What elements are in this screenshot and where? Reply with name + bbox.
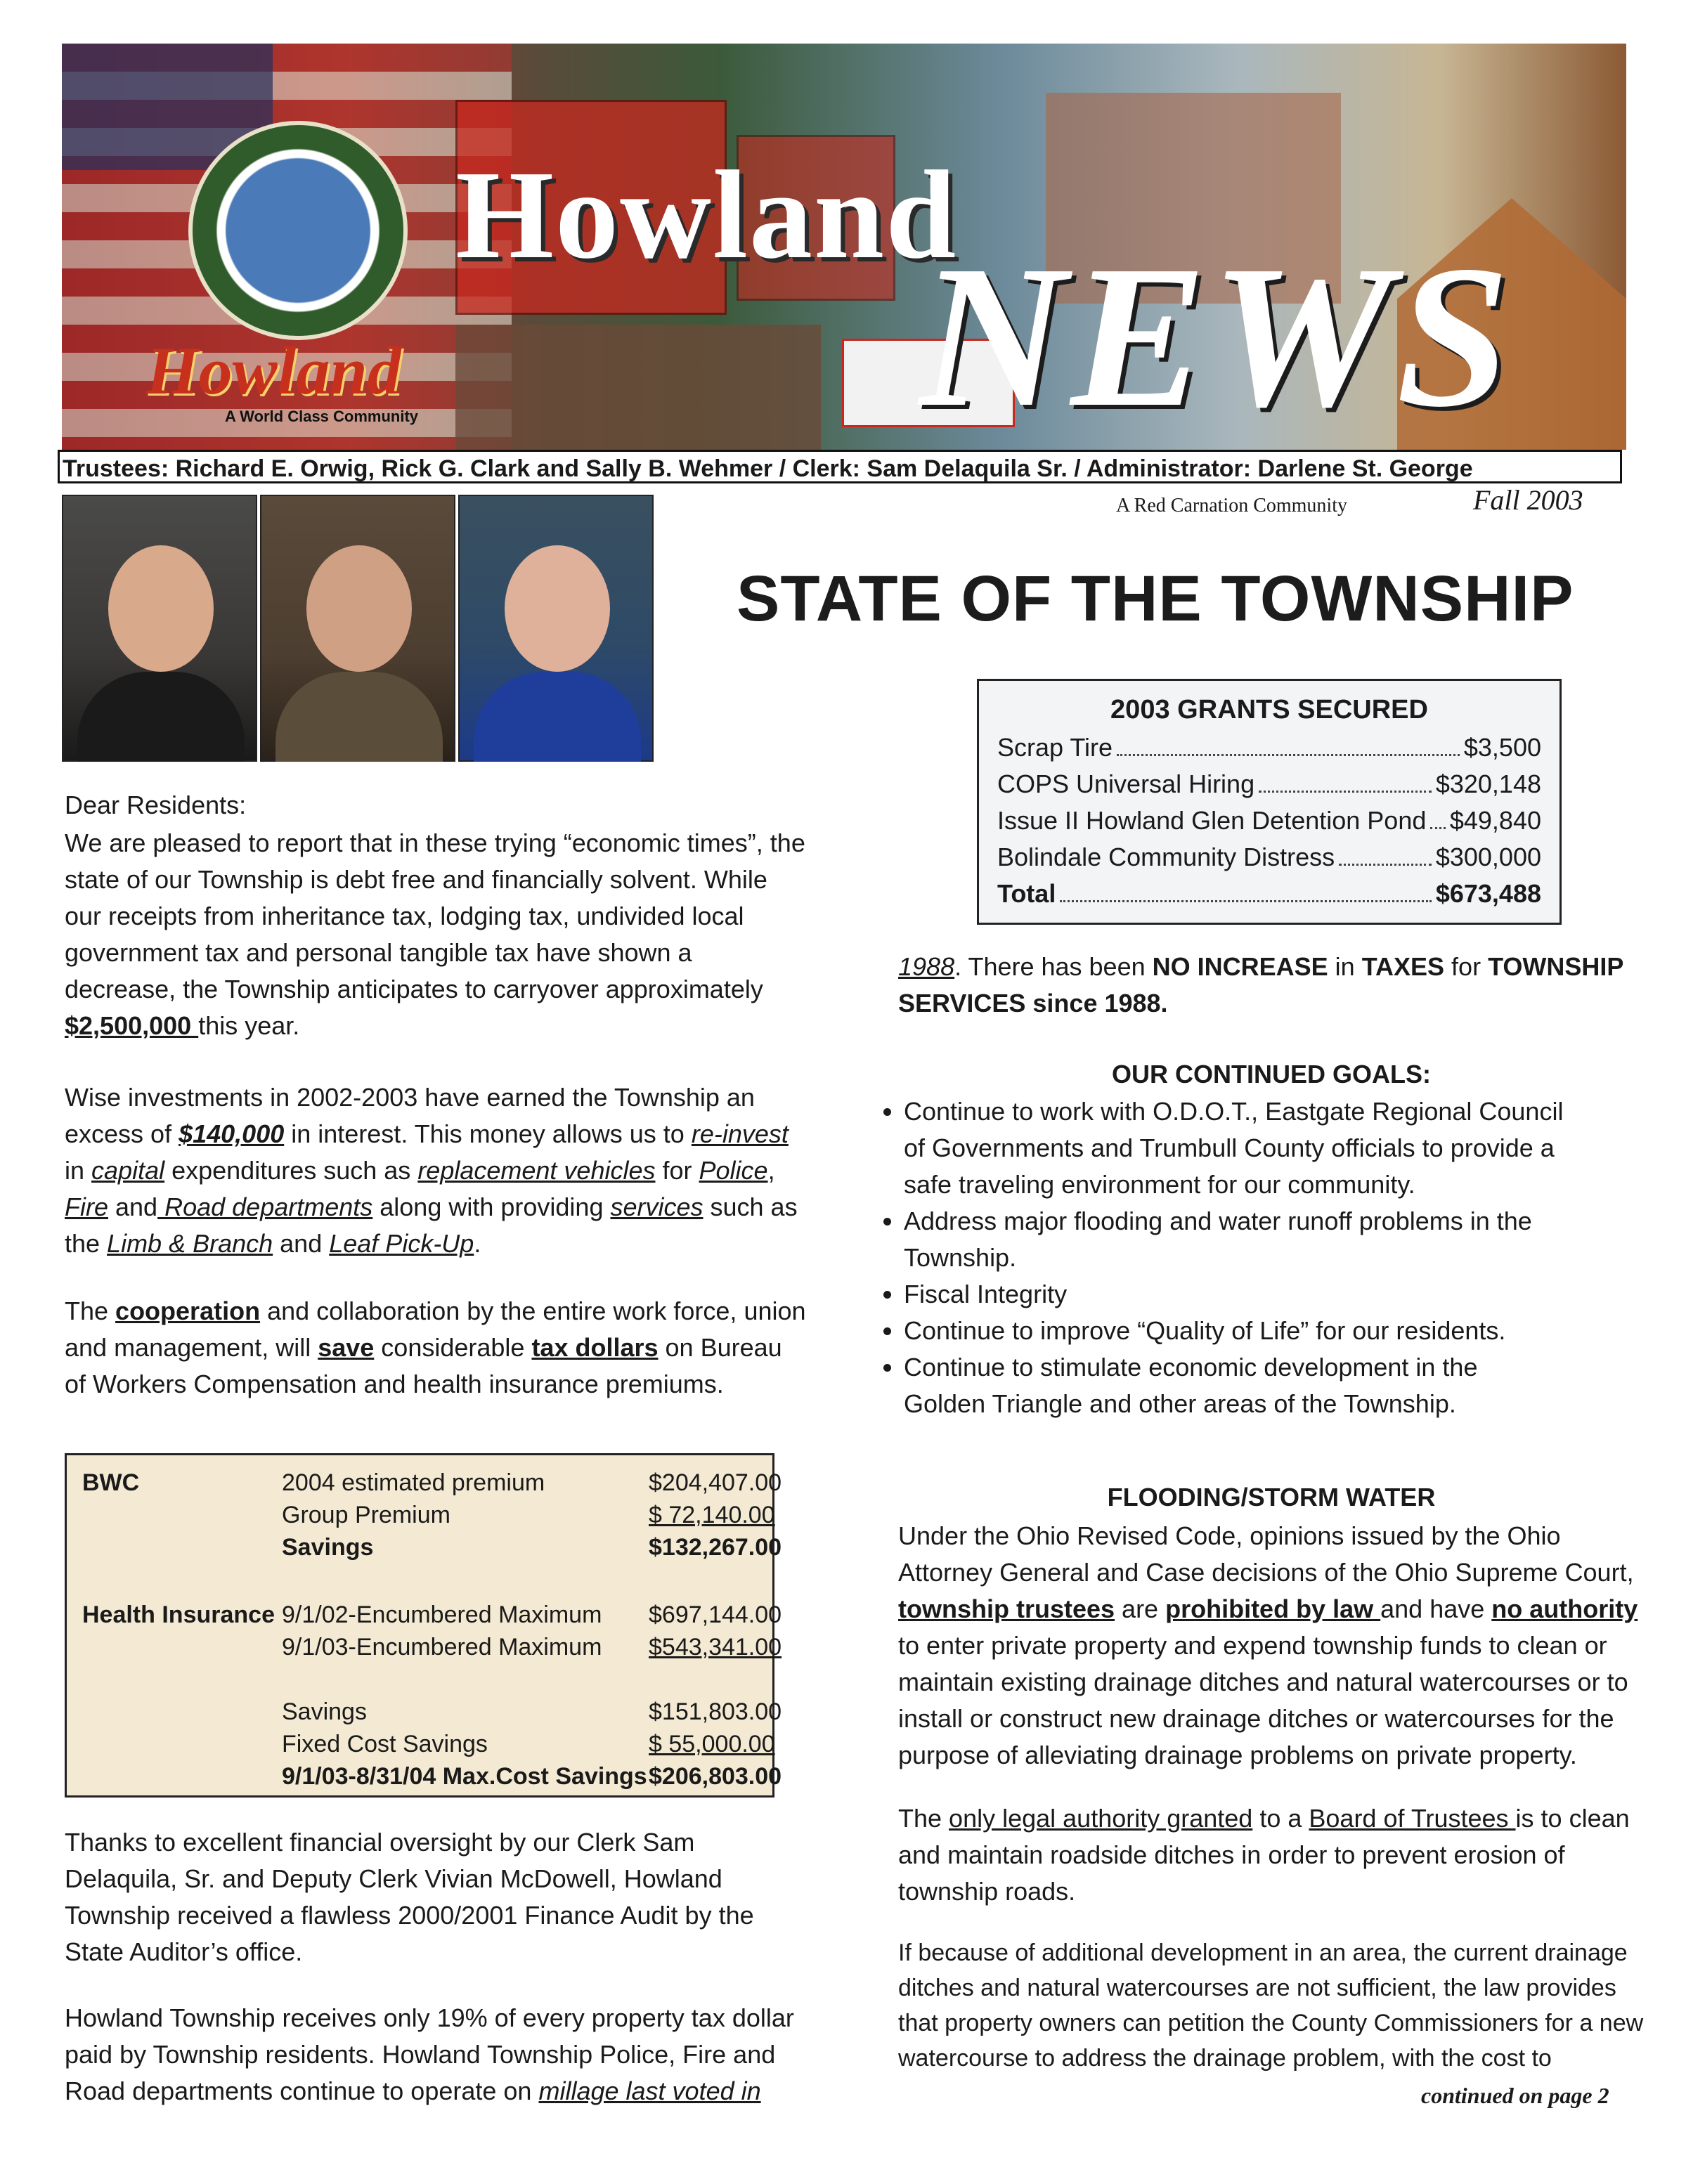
bwc-row-label: 2004 estimated premium xyxy=(282,1469,545,1496)
grant-total-row xyxy=(997,876,1541,912)
bwc-row-label: Savings xyxy=(282,1534,374,1561)
grant-row xyxy=(997,839,1541,876)
masthead-title-bottom: NEWS xyxy=(919,223,1514,449)
paragraph-intro: We are pleased to report that in these trying “economic times”, the state of our Township is debt free and financially solvent. While our receipts from inheritance tax, lodging tax, undivided local government tax and personal tangible tax have shown a decrease, the Township anticipates to carryover approximately $2,500,000 this year. xyxy=(65,828,805,1040)
trustee-photo xyxy=(260,495,455,762)
goal-item: • Address major flooding and water runoff problems in the Township. xyxy=(904,1203,1564,1276)
bwc-savings-table xyxy=(65,1453,782,1798)
trustees-bar: Trustees: Richard E. Orwig, Rick G. Clark and Sally B. Wehmer / Clerk: Sam Delaquila Sr. / Administrator: Darlene St. George xyxy=(58,450,1622,483)
grant-value: $320,148 xyxy=(1435,769,1541,798)
bwc-row-value: $ 55,000.00 xyxy=(649,1731,775,1757)
bwc-row-label: 9/1/03-Encumbered Maximum xyxy=(282,1634,602,1660)
flooding-heading: FLOODING/STORM WATER xyxy=(1107,1483,1436,1512)
goals-heading: OUR CONTINUED GOALS: xyxy=(1112,1060,1431,1088)
bwc-row-label: Fixed Cost Savings xyxy=(282,1731,488,1757)
bwc-row-label: 9/1/02-Encumbered Maximum xyxy=(282,1601,602,1628)
bwc-row-value: $132,267.00 xyxy=(649,1534,782,1561)
paragraph-investments: Wise investments in 2002-2003 have earned the Township an excess of $140,000 in interest. This money allows us to re-invest in capital expenditures such as replacement vehicles for Police, Fire and Road departments along with providing services such as the Limb & Branch and Leaf Pick-Up. xyxy=(65,1083,798,1258)
goal-item: • Continue to stimulate economic development in the Golden Triangle and other areas of the Township. xyxy=(904,1349,1564,1422)
trustee-photo xyxy=(62,495,257,762)
paragraph-legal-authority: The only legal authority granted to a Board of Trustees is to clean and maintain roadside ditches in order to prevent erosion of township roads. xyxy=(898,1804,1630,1906)
grant-value: $3,500 xyxy=(1463,733,1541,762)
bwc-row-value: $204,407.00 xyxy=(649,1469,782,1496)
bwc-row-label: Savings xyxy=(282,1698,367,1725)
grant-value: $49,840 xyxy=(1449,806,1541,835)
trustee-photo xyxy=(458,495,654,762)
bwc-row-label: Group Premium xyxy=(282,1502,450,1528)
township-seal-icon xyxy=(188,121,408,340)
edition-label: Fall 2003 xyxy=(1473,484,1583,516)
logo-wordmark: Howland xyxy=(146,333,401,408)
bwc-row-value: $ 72,140.00 xyxy=(649,1502,775,1528)
grant-row xyxy=(997,729,1541,766)
grant-total-value: $673,488 xyxy=(1435,879,1541,908)
grant-label: Issue II Howland Glen Detention Pond xyxy=(997,806,1427,835)
continued-note: continued on page 2 xyxy=(1421,2083,1609,2108)
carnation-line: A Red Carnation Community xyxy=(1116,495,1347,516)
grant-row xyxy=(997,766,1541,802)
carryover-amount: $2,500,000 xyxy=(65,1011,199,1040)
paragraph-property-tax: Howland Township receives only 19% of every property tax dollar paid by Township residents. Howland Township Police, Fire and Road departments continue to operate on millage last voted in xyxy=(65,2003,794,2105)
masthead-title-top: Howland xyxy=(455,145,958,285)
goals-list xyxy=(862,1093,1564,1422)
grant-row xyxy=(997,802,1541,839)
grants-box xyxy=(977,679,1562,925)
goal-item: • Continue to improve “Quality of Life” for our residents. xyxy=(904,1313,1564,1349)
paragraph-no-increase: 1988. There has been NO INCREASE in TAXES for TOWNSHIP SERVICES since 1988. xyxy=(898,952,1623,1018)
building-image xyxy=(455,325,821,450)
paragraph-cooperation: The cooperation and collaboration by the entire work force, union and management, will save considerable tax dollars on Bureau of Workers Compensation and health insurance premiums. xyxy=(65,1296,806,1398)
bwc-row-value: $543,341.00 xyxy=(649,1634,782,1660)
health-insurance-label: Health Insurance xyxy=(82,1601,275,1628)
bwc-row-value: $697,144.00 xyxy=(649,1601,782,1628)
goal-item: • Continue to work with O.D.O.T., Eastgate Regional Council of Governments and Trumbull County officials to provide a safe traveling environment for our community. xyxy=(904,1093,1564,1203)
interest-amount: $140,000 xyxy=(179,1119,285,1148)
masthead-banner xyxy=(62,44,1626,450)
grant-value: $300,000 xyxy=(1435,843,1541,871)
grant-label: COPS Universal Hiring xyxy=(997,769,1255,798)
paragraph-flooding-law: Under the Ohio Revised Code, opinions issued by the Ohio Attorney General and Case decisions of the Ohio Supreme Court, township trustees are prohibited by law and have no authority to enter private property and expend township funds to clean or maintain existing drainage ditches and natural watercourses or to install or construct new drainage ditches or watercourses for the purpose of alleviating drainage problems on private property. xyxy=(898,1521,1638,1769)
bwc-row-value: $151,803.00 xyxy=(649,1698,782,1725)
greeting: Dear Residents: xyxy=(65,791,247,819)
bwc-row-label: 9/1/03-8/31/04 Max.Cost Savings xyxy=(282,1763,647,1790)
bwc-row-value: $206,803.00 xyxy=(649,1763,782,1790)
paragraph-audit: Thanks to excellent financial oversight by our Clerk Sam Delaquila, Sr. and Deputy Clerk Vivian McDowell, Howland Township received a flawless 2000/2001 Finance Audit by the State Auditor’s office. xyxy=(65,1828,754,1966)
logo-tagline: A World Class Community xyxy=(225,408,419,425)
grant-label: Scrap Tire xyxy=(997,733,1113,762)
bwc-label: BWC xyxy=(82,1469,140,1496)
page-title: STATE OF THE TOWNSHIP xyxy=(737,563,1574,635)
paragraph-petition: If because of additional development in an area, the current drainage ditches and natural watercourses are not sufficient, the law provides that property owners can petition the County Commissioners for a new watercourse to address the drainage problem, with the cost to xyxy=(898,1939,1644,2072)
grant-label: Bolindale Community Distress xyxy=(997,843,1335,871)
grants-title: 2003 GRANTS SECURED xyxy=(1110,695,1428,724)
goal-item: • Fiscal Integrity xyxy=(904,1276,1564,1313)
grant-total-label: Total xyxy=(997,879,1056,908)
